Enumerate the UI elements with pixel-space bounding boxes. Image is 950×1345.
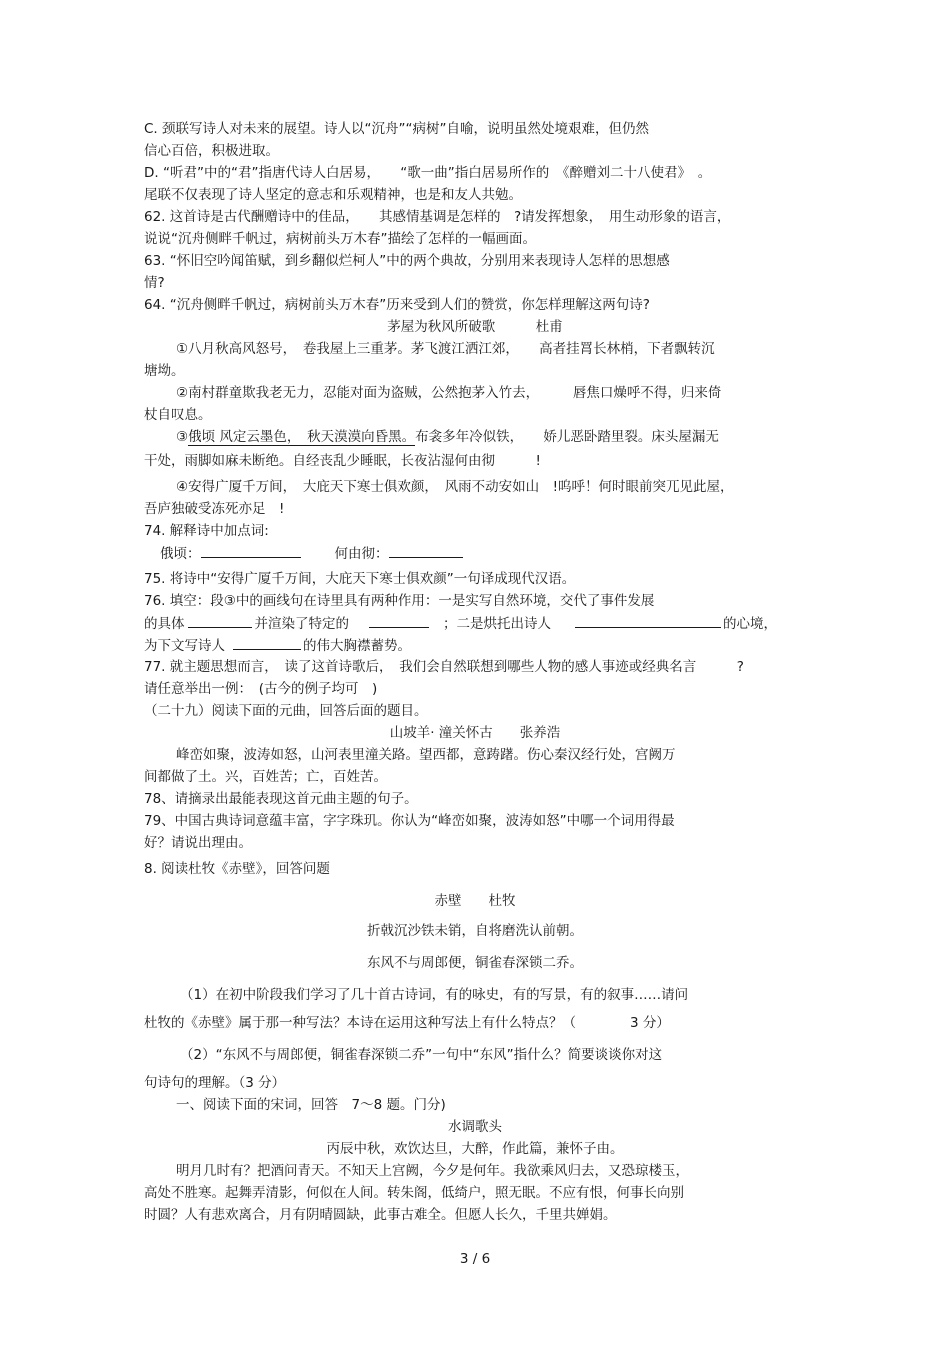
question-74: 74. 解释诗中加点词: xyxy=(144,523,269,539)
q76-text-f: 的伟大胸襟蓄势。 xyxy=(303,638,411,654)
answer-blank-q76-3[interactable] xyxy=(575,614,721,628)
answer-blank-eqing[interactable] xyxy=(201,544,301,558)
question-74-blanks xyxy=(160,544,463,563)
answer-blank-q76-2[interactable] xyxy=(369,614,429,628)
answer-blank-q76-4[interactable] xyxy=(233,636,301,650)
chibi-question-1-cont: 杜牧的《赤壁》属于那一种写法？本诗在运用这种写法上有什么特点？（ 3 分） xyxy=(144,1015,670,1031)
question-63-cont: 情? xyxy=(144,275,165,291)
poem-title-maowu: 茅屋为秋风所破歌 杜甫 xyxy=(387,319,563,335)
option-c: C. 颈联写诗人对未来的展望。诗人以“沉舟”“病树”自喻，说明虽然处境艰难，但仍然 xyxy=(144,121,649,137)
question-76: 76. 填空：段③中的画线句在诗里具有两种作用：一是实写自然环境，交代了事件发展 xyxy=(144,593,655,609)
question-78: 78、请摘录出最能表现这首元曲主题的句子。 xyxy=(144,791,418,807)
q76-text-e: 为下文写诗人 xyxy=(144,638,225,654)
chibi-line-1: 折戟沉沙铁未销，自将磨洗认前朝。 xyxy=(367,923,583,939)
question-63: 63. “怀旧空吟闻笛赋，到乡翻似烂柯人”中的两个典故，分别用来表现诗人怎样的思想感 xyxy=(144,253,670,269)
answer-blank-heyouche[interactable] xyxy=(389,544,463,558)
q76-text-c: ；二是烘托出诗人 xyxy=(443,616,551,632)
shuidiao-text-3: 时圆？人有悲欢离合，月有阴晴圆缺，此事古难全。但愿人长久，千里共婵娟。 xyxy=(144,1207,617,1223)
shanpoyang-text-cont: 间都做了土。兴，百姓苦；亡，百姓苦。 xyxy=(144,769,387,785)
chibi-question-1: （1）在初中阶段我们学习了几十首古诗词，有的咏史，有的写景，有的叙事……请问 xyxy=(180,987,689,1003)
question-62-cont: 说说“沉舟侧畔千帆过，病树前头万木春”描绘了怎样的一幅画面。 xyxy=(144,231,536,247)
underlined-sentence: 俄顷 风定云墨色， 秋天漠漠向昏黑。 xyxy=(188,429,416,445)
para-3-rest: 布衾多年冷似铁， 娇儿恶卧踏里裂。床头屋漏无 xyxy=(415,429,719,445)
poem-para-4: ④安得广厦千万间， 大庇天下寒士俱欢颜， 风雨不动安如山 !呜呼！何时眼前突兀见此屋， xyxy=(176,479,734,495)
poem-title-shanpoyang: 山坡羊· 潼关怀古 张养浩 xyxy=(389,725,561,741)
term-heyouche: 何由彻： xyxy=(334,546,389,562)
question-77-cont: 请任意举出一例： (古今的例子均可 ) xyxy=(144,681,378,697)
chibi-line-2: 东风不与周郎便，铜雀春深锁二乔。 xyxy=(367,955,583,971)
chibi-question-2-cont: 句诗句的理解。（3 分） xyxy=(144,1075,286,1091)
chibi-question-2: （2）“东风不与周郎便，铜雀春深锁二乔”一句中“东风”指什么？简要谈谈你对这 xyxy=(180,1047,663,1063)
option-c-cont: 信心百倍，积极进取。 xyxy=(144,143,279,159)
question-62: 62. 这首诗是古代酬赠诗中的佳品， 其感情基调是怎样的 ?请发挥想象， 用生动形象的语言， xyxy=(144,209,731,225)
q76-text-a: 的具体 xyxy=(144,616,185,632)
question-77: 77. 就主题思想而言， 读了这首诗歌后， 我们会自然联想到哪些人物的感人事迹或经典名言 ? xyxy=(144,659,744,675)
poem-para-2-cont: 杖自叹息。 xyxy=(144,407,212,423)
poem-title-shuidiao: 水调歌头 xyxy=(448,1119,502,1135)
poem-para-1-cont: 塘坳。 xyxy=(144,363,185,379)
poem-para-1: ①八月秋高风怒号， 卷我屋上三重茅。茅飞渡江洒江郊， 高者挂罥长林梢，下者飘转沉 xyxy=(176,341,715,357)
question-79-cont: 好？请说出理由。 xyxy=(144,835,252,851)
question-79: 79、中国古典诗词意蕴丰富，字字珠玑。你认为“峰峦如聚，波涛如怒”中哪一个词用得最 xyxy=(144,813,675,829)
question-8-heading: 8. 阅读杜牧《赤壁》，回答问题 xyxy=(144,861,330,877)
poem-para-3 xyxy=(176,428,719,446)
section-29-heading: （二十九）阅读下面的元曲，回答后面的题目。 xyxy=(144,703,428,719)
answer-blank-q76-1[interactable] xyxy=(188,614,252,628)
poem-para-3-cont: 干处，雨脚如麻未断绝。自经丧乱少睡眠，长夜沾湿何由彻 ! xyxy=(144,453,541,469)
poem-title-chibi: 赤壁 杜牧 xyxy=(434,893,516,909)
shanpoyang-text: 峰峦如聚，波涛如怒，山河表里潼关路。望西都，意踌躇。伤心秦汉经行处，宫阙万 xyxy=(176,747,676,763)
page-number: 3 / 6 xyxy=(459,1251,491,1267)
poem-para-2: ②南村群童欺我老无力，忍能对面为盗贼，公然抱茅入竹去， 唇焦口燥呼不得，归来倚 xyxy=(176,385,722,401)
question-76-cont xyxy=(144,614,777,633)
term-eqing: 俄顷： xyxy=(160,546,201,562)
option-d-cont: 尾联不仅表现了诗人坚定的意志和乐观精神，也是和友人共勉。 xyxy=(144,187,522,203)
shuidiao-preface: 丙辰中秋，欢饮达旦，大醉，作此篇，兼怀子由。 xyxy=(326,1141,624,1157)
question-64: 64. “沉舟侧畔千帆过，病树前头万木春”历来受到人们的赞赏，你怎样理解这两句诗? xyxy=(144,297,650,313)
para-3-number: ③ xyxy=(176,429,189,445)
q76-text-d: 的心境， xyxy=(723,616,777,632)
shuidiao-text-2: 高处不胜寒。起舞弄清影，何似在人间。转朱阁，低绮户，照无眠。不应有恨，何事长向别 xyxy=(144,1185,684,1201)
question-76-cont-2 xyxy=(144,636,411,655)
question-75: 75. 将诗中“安得广厦千万间，大庇天下寒士俱欢颜”一句译成现代汉语。 xyxy=(144,571,576,587)
song-ci-heading: 一、阅读下面的宋词，回答 7～8 题。门分) xyxy=(176,1097,446,1113)
poem-para-4-cont: 吾庐独破受冻死亦足 ! xyxy=(144,501,285,517)
shuidiao-text-1: 明月几时有？把酒问青天。不知天上宫阙，今夕是何年。我欲乘风归去，又恐琼楼玉， xyxy=(176,1163,689,1179)
option-d: D. “听君”中的“君”指唐代诗人白居易， “歌一曲”指白居易所作的 《醉赠刘二十八使君》 。 xyxy=(144,165,712,181)
q76-text-b: 并渲染了特定的 xyxy=(254,616,349,632)
